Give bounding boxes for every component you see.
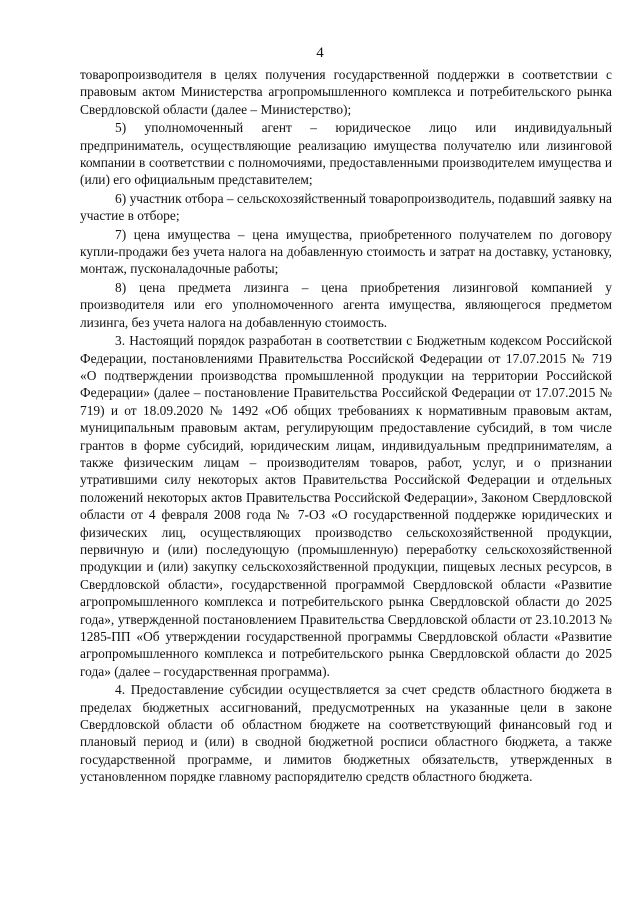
document-body bbox=[80, 66, 612, 787]
page-number: 4 bbox=[316, 45, 324, 61]
paragraph-section-4: 4. Предоставление субсидии осуществляется за счет средств областного бюджета в пределах бюджетных ассигнований, предусмотренных на указанные цели в законе Свердловской области об областном бюджете на соответствующий финансовый год и плановый период и (или) в сводной бюджетной росписи областного бюджета, а также государственной программе, и лимитов бюджетных обязательств, утвержденных в установленном порядке главному распорядителю средств областного бюджета. bbox=[80, 682, 612, 785]
paragraph-item-5: 5) уполномоченный агент – юридическое лицо или индивидуальный предприниматель, осуществляющие реализацию имущества получателю или лизинговой компании в соответствии с полномочиями, предоставленными производителем имущества и (или) его официальным представителем; bbox=[80, 120, 612, 188]
paragraph-continuation: товаропроизводителя в целях получения государственной поддержки в соответствии с правовым актом Министерства агропромышленного комплекса и потребительского рынка Свердловской области (далее – Министерство); bbox=[80, 67, 612, 117]
paragraph-section-3: 3. Настоящий порядок разработан в соответствии с Бюджетным кодексом Российской Федерации, постановлениями Правительства Российской Федерации от 17.07.2015 № 719 «О подтверждении производства промышленной продукции на территории Российской Федерации» (далее – постановление Правительства Российской Федерации от 17.07.2015 № 719) и от 18.09.2020 № 1492 «Об общих требованиях к нормативным правовым актам, муниципальным правовым актам, регулирующим предоставление субсидий, в том числе грантов в форме субсидий, юридическим лицам, индивидуальным предпринимателям, а также физическим лицам – производителям товаров, работ, услуг, и о признании утратившими силу некоторых актов Правительства Российской Федерации и отдельных положений некоторых актов Правительства Российской Федерации», Законом Свердловской области от 4 февраля 2008 года № 7-ОЗ «О государственной поддержке юридических и физических лиц, осуществляющих производство сельскохозяйственной продукции, первичную и (или) последующую (промышленную) переработку сельскохозяйственной продукции и (или) закупку сельскохозяйственной продукции, пищевых лесных ресурсов, в Свердловской области», государственной программой Свердловской области «Развитие агропромышленного комплекса и потребительского рынка Свердловской области до 2025 года», утвержденной постановлением Правительства Свердловской области от 23.10.2013 № 1285-ПП «Об утверждении государственной программы Свердловской области «Развитие агропромышленного комплекса и потребительского рынка Свердловской области до 2025 года» (далее – государственная программа). bbox=[80, 333, 612, 679]
paragraph-item-7: 7) цена имущества – цена имущества, приобретенного получателем по договору купли-продажи без учета налога на добавленную стоимость и затрат на доставку, установку, монтаж, пусконаладочные работы; bbox=[80, 226, 612, 277]
paragraph-item-6: 6) участник отбора – сельскохозяйственный товаропроизводитель, подавший заявку на участие в отборе; bbox=[80, 190, 612, 224]
paragraph-item-8: 8) цена предмета лизинга – цена приобретения лизинговой компанией у производителя или его уполномоченного агента имущества, являющегося предметом лизинга, без учета налога на добавленную стоимость. bbox=[80, 279, 612, 330]
